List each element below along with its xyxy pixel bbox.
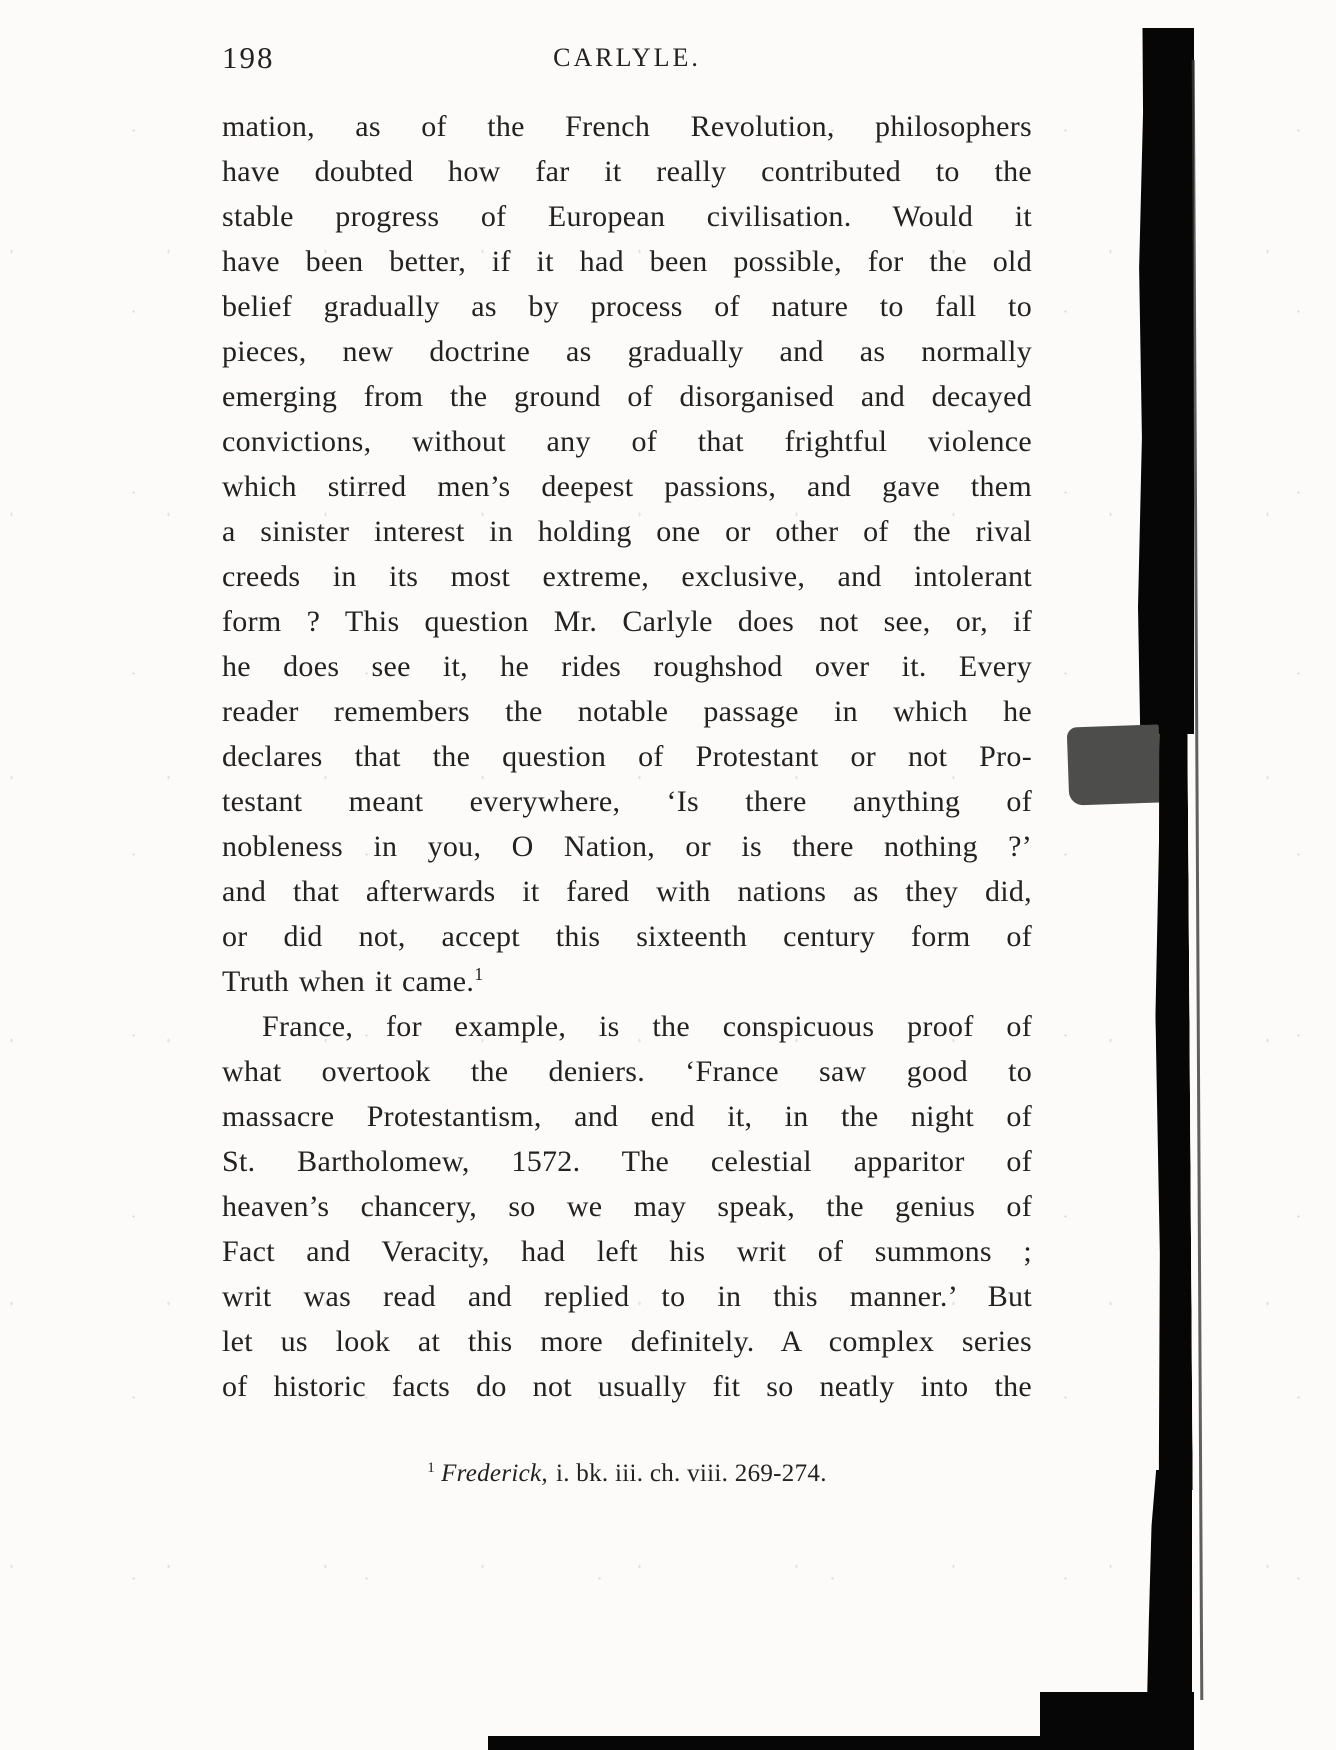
text-line: France, for example, is the conspicuous proof of [262, 1010, 1032, 1043]
scan-bottom-edge-strip [488, 1736, 1194, 1750]
text-line: emerging from the ground of disorganised and decayed [222, 380, 1032, 413]
text-line: which stirred men’s deepest passions, and gave them [222, 470, 1032, 503]
text-line: or did not, accept this sixteenth century form of [222, 920, 1032, 953]
paragraph-2 [222, 1004, 1032, 1409]
text-line: creeds in its most extreme, exclusive, and intolerant [222, 560, 1032, 593]
text-line: testant meant everywhere, ‘Is there anything of [222, 785, 1032, 818]
text-line: writ was read and replied to in this manner.’ But [222, 1280, 1032, 1313]
text-line: what overtook the deniers. ‘France saw good to [222, 1055, 1032, 1088]
text-line: nobleness in you, O Nation, or is there nothing ?’ [222, 830, 1032, 863]
text-line: and that afterwards it fared with nations as they did, [222, 875, 1032, 908]
text-line-with-footnote-ref [222, 959, 1032, 1004]
scan-binding-shadow-middle [1153, 700, 1193, 1490]
text-line: have been better, if it had been possible, for the old [222, 245, 1032, 278]
footnote-work-title: Frederick, [441, 1460, 548, 1487]
text-line: massacre Protestantism, and end it, in the night of [222, 1100, 1032, 1133]
text-line: he does see it, he rides roughshod over it. Every [222, 650, 1032, 683]
text-line: heaven’s chancery, so we may speak, the genius of [222, 1190, 1032, 1223]
running-header-title: CARLYLE. [553, 43, 701, 72]
text-line: pieces, new doctrine as gradually and as normally [222, 335, 1032, 368]
footnote-reference-marker: 1 [474, 964, 484, 984]
text-line-text: Truth when it came. [222, 965, 475, 998]
paragraph-1 [222, 104, 1032, 1004]
text-line: of historic facts do not usually fit so neatly into the [222, 1370, 1032, 1403]
text-line: belief gradually as by process of nature to fall to [222, 290, 1032, 323]
text-line: have doubted how far it really contributed to the [222, 155, 1032, 188]
text-line: stable progress of European civilisation. Would it [222, 200, 1032, 233]
text-line: mation, as of the French Revolution, philosophers [222, 110, 1032, 143]
body-text [222, 104, 1032, 1491]
text-line: let us look at this more definitely. A complex series [222, 1325, 1032, 1358]
text-line: convictions, without any of that frightful violence [222, 425, 1032, 458]
text-line: reader remembers the notable passage in which he [222, 695, 1032, 728]
footnote [222, 1457, 1032, 1491]
scan-binding-gray-blob [1067, 724, 1162, 805]
running-head [222, 40, 1032, 80]
footnote-marker: 1 [427, 1459, 436, 1476]
text-line: form ? This question Mr. Carlyle does not see, or, if [222, 605, 1032, 638]
text-line: a sinister interest in holding one or other of the rival [222, 515, 1032, 548]
text-line: declares that the question of Protestant or not Pro- [222, 740, 1032, 773]
footnote-citation: i. bk. iii. ch. viii. 269-274. [555, 1460, 827, 1487]
text-line: Fact and Veracity, had left his writ of summons ; [222, 1235, 1032, 1268]
scan-binding-shadow-top [1138, 28, 1194, 734]
text-line: St. Bartholomew, 1572. The celestial apparitor of [222, 1145, 1032, 1178]
page-number: 198 [222, 40, 275, 75]
scan-page-edge-line [1192, 60, 1204, 1700]
